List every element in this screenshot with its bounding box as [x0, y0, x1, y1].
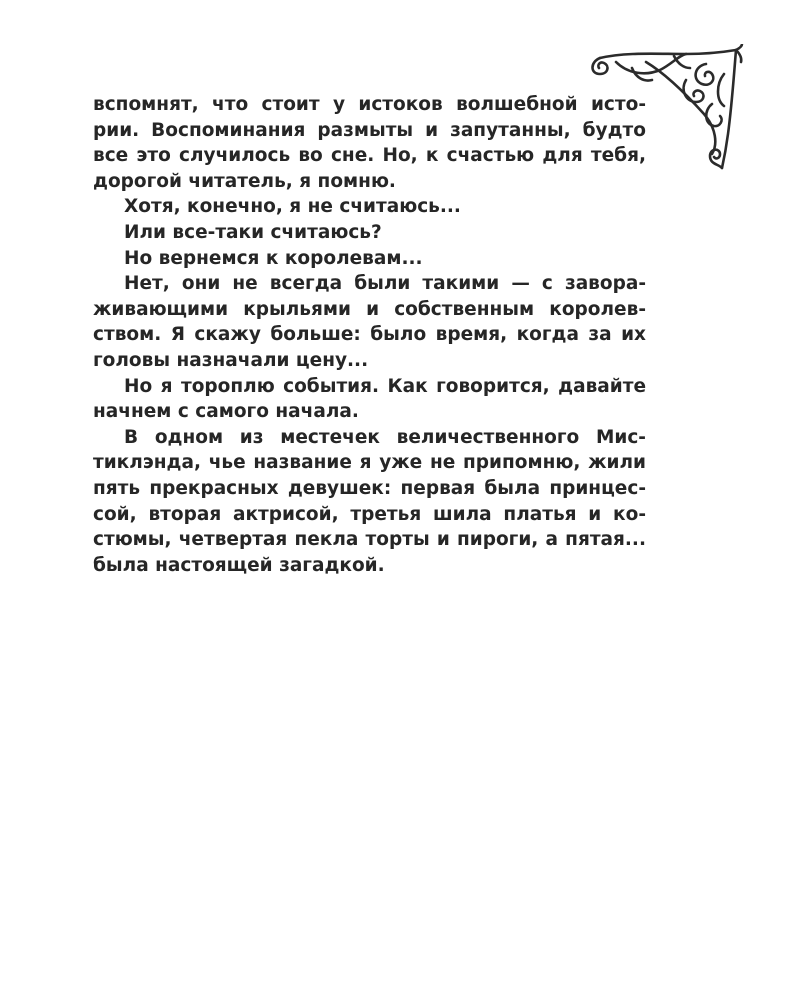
text-line: все это случилось во сне. Но, к счастью для тебя, [93, 145, 646, 167]
text-line: начнем с самого начала. [93, 401, 359, 423]
text-line: рии. Воспоминания размыты и запутанны, будто [93, 119, 646, 141]
text-line: была настоящей загадкой. [93, 554, 385, 576]
text-line: сой, вторая актрисой, третья шила платья и ко- [93, 503, 646, 525]
text-line: вспомнят, что стоит у истоков волшебной исто- [93, 94, 646, 115]
text-line: В одном из местечек величественного Мис- [124, 426, 646, 448]
text-line: Или все-таки считаюсь? [124, 221, 382, 243]
body-text [93, 92, 646, 578]
text-line: живающими крыльями и собственным королев- [93, 298, 646, 320]
text-line: пять прекрасных девушек: первая была принцес- [93, 477, 646, 499]
text-line: головы назначали цену... [93, 349, 369, 371]
text-line: Хотя, конечно, я не считаюсь... [124, 196, 461, 218]
text-line: Но я тороплю события. Как говорится, давайте [124, 375, 646, 397]
text-line: ством. Я скажу больше: было время, когда за их [93, 324, 646, 346]
text-line: дорогой читатель, я помню. [93, 170, 396, 192]
text-line: Но вернемся к королевам... [124, 247, 423, 269]
text-line: Нет, они не всегда были такими — с завора- [124, 273, 646, 295]
text-line: стюмы, четвертая пекла торты и пироги, а пятая... [93, 529, 646, 551]
text-line: тиклэнда, чье название я уже не припомню, жили [93, 452, 646, 474]
